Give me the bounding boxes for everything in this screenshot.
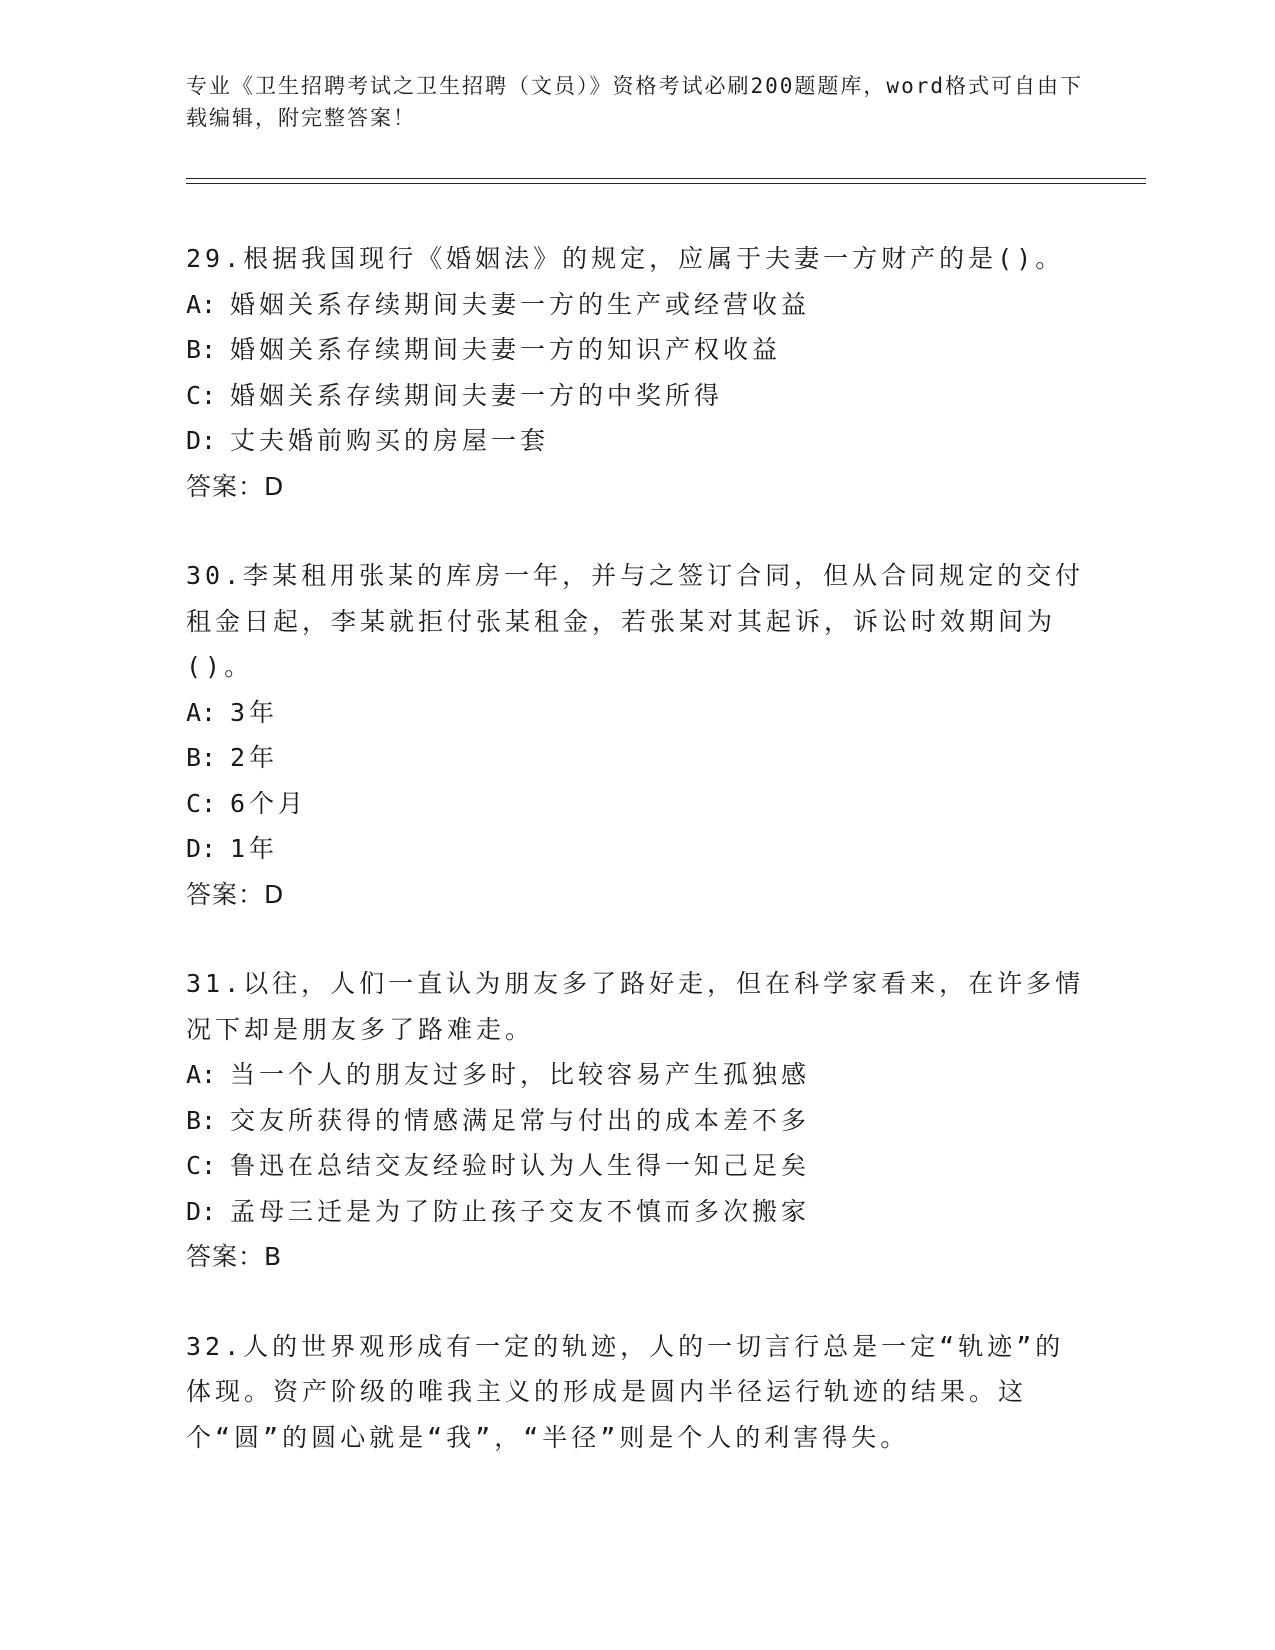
question-stem: 32.人的世界观形成有一定的轨迹，人的一切言行总是一定“轨迹”的体现。资产阶级的唯我主义的形成是圆内半径运行轨迹的结果。这个“圆”的圆心就是“我”，“半径”则是个人的利害得失。 bbox=[186, 1331, 1065, 1452]
option-text: 婚姻关系存续期间夫妻一方的中奖所得 bbox=[230, 380, 724, 410]
answer-line: 答案：D bbox=[186, 471, 285, 501]
option-text: 鲁迅在总结交友经验时认为人生得一知己足矣 bbox=[230, 1151, 811, 1180]
option-letter: C: bbox=[186, 1151, 217, 1180]
option-text: 丈夫婚前购买的房屋一套 bbox=[230, 426, 550, 455]
option-text: 3年 bbox=[230, 697, 279, 727]
option-letter: C: bbox=[186, 380, 217, 410]
question-31 bbox=[186, 961, 1086, 1280]
option-text: 1年 bbox=[230, 834, 279, 863]
option-text: 婚姻关系存续期间夫妻一方的知识产权收益 bbox=[230, 335, 782, 364]
question-30 bbox=[186, 553, 1086, 917]
question-stem: 30.李某租用张某的库房一年，并与之签订合同，但从合同规定的交付租金日起，李某就拒付张某租金，若张某对其起诉，诉讼时效期间为()。 bbox=[186, 561, 1085, 681]
option-letter: D: bbox=[186, 834, 217, 863]
option-c bbox=[186, 373, 1086, 419]
question-stem: 31.以往，人们一直认为朋友多了路好走，但在科学家看来，在许多情况下却是朋友多了路难走。 bbox=[186, 969, 1085, 1044]
option-b bbox=[186, 735, 1086, 781]
option-text: 孟母三迁是为了防止孩子交友不慎而多次搬家 bbox=[230, 1196, 811, 1226]
option-letter: D: bbox=[186, 1196, 217, 1226]
answer-line: 答案：D bbox=[186, 879, 285, 909]
option-d bbox=[186, 826, 1086, 872]
option-letter: A: bbox=[186, 289, 217, 319]
option-text: 交友所获得的情感满足常与付出的成本差不多 bbox=[230, 1105, 811, 1135]
option-letter: C: bbox=[186, 788, 217, 818]
header-divider-top bbox=[186, 178, 1146, 179]
header-divider-bottom bbox=[186, 183, 1146, 184]
option-a bbox=[186, 690, 1086, 736]
option-c bbox=[186, 781, 1086, 827]
option-a bbox=[186, 1052, 1086, 1098]
option-letter: B: bbox=[186, 1105, 217, 1135]
option-letter: A: bbox=[186, 1060, 217, 1089]
option-text: 婚姻关系存续期间夫妻一方的生产或经营收益 bbox=[230, 289, 811, 319]
option-c bbox=[186, 1143, 1086, 1189]
option-text: 2年 bbox=[230, 743, 279, 772]
option-b bbox=[186, 1098, 1086, 1144]
question-list bbox=[186, 236, 1086, 1504]
option-d bbox=[186, 1189, 1086, 1235]
option-letter: B: bbox=[186, 743, 217, 772]
option-text: 6个月 bbox=[230, 788, 308, 818]
question-32 bbox=[186, 1324, 1086, 1461]
question-29 bbox=[186, 236, 1086, 509]
option-letter: D: bbox=[186, 426, 217, 455]
question-stem: 29.根据我国现行《婚姻法》的规定，应属于夫妻一方财产的是()。 bbox=[186, 244, 1065, 273]
option-a bbox=[186, 282, 1086, 328]
answer-line: 答案：B bbox=[186, 1242, 283, 1271]
document-header: 专业《卫生招聘考试之卫生招聘（文员）》资格考试必刷200题题库，word格式可自由下载编辑，附完整答案！ bbox=[186, 74, 1083, 130]
option-d bbox=[186, 418, 1086, 464]
option-b bbox=[186, 327, 1086, 373]
option-letter: B: bbox=[186, 335, 217, 364]
option-text: 当一个人的朋友过多时，比较容易产生孤独感 bbox=[230, 1060, 811, 1089]
option-letter: A: bbox=[186, 697, 217, 727]
